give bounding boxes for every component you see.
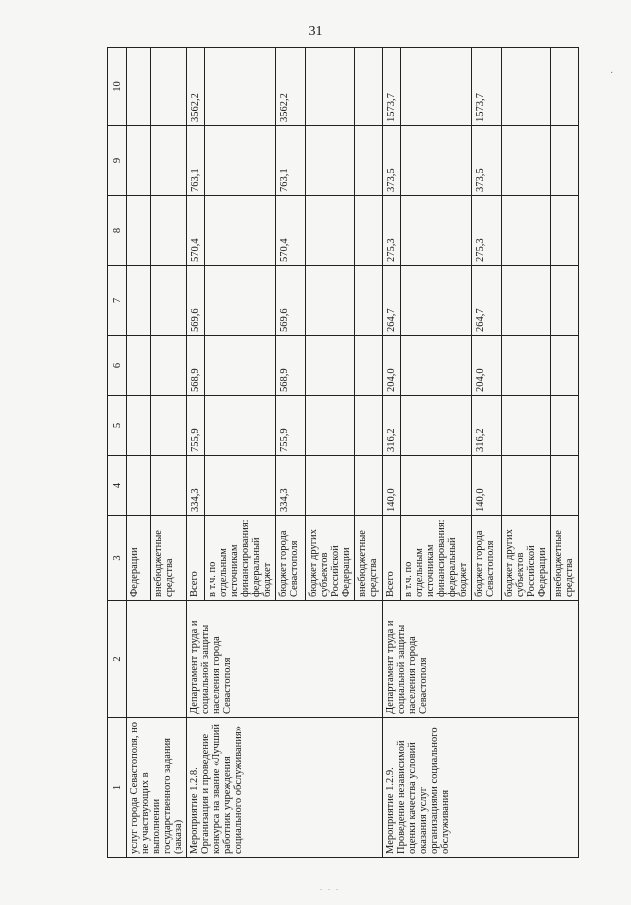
value-cell xyxy=(127,456,151,516)
value-cell: 334,3 xyxy=(276,456,306,516)
value-cell xyxy=(205,266,276,336)
page-number: 31 xyxy=(308,24,323,39)
header-cell: 1 xyxy=(108,718,127,858)
value-cell xyxy=(205,196,276,266)
value-cell xyxy=(401,48,472,126)
header-cell: 4 xyxy=(108,456,127,516)
executor-cell: Департамент труда и социальной защиты населения города Севастополя xyxy=(187,601,383,718)
source-cell: бюджет других субъектов Российской Федерации xyxy=(306,516,355,601)
value-cell: 275,3 xyxy=(472,196,502,266)
measure-name-cell: Мероприятие 1.2.9. Проведение независимой оценки качества условий оказания услуг организациями социального обслуживания xyxy=(383,718,579,858)
source-cell: Всего xyxy=(187,516,205,601)
value-cell xyxy=(306,266,355,336)
value-cell xyxy=(127,266,151,336)
value-cell: 569,6 xyxy=(276,266,306,336)
value-cell xyxy=(551,456,579,516)
value-cell: 568,9 xyxy=(276,336,306,396)
measure-name-cell: услуг города Севастополя, но не участвующих в выполнении государственного задания (заказа) xyxy=(127,718,187,858)
value-cell: 373,5 xyxy=(383,126,401,196)
value-cell xyxy=(355,48,383,126)
value-cell xyxy=(306,456,355,516)
value-cell: 763,1 xyxy=(187,126,205,196)
value-cell xyxy=(205,126,276,196)
header-cell: 3 xyxy=(108,516,127,601)
value-cell xyxy=(205,396,276,456)
source-cell: бюджет города Севастополя xyxy=(276,516,306,601)
value-cell xyxy=(502,48,551,126)
value-cell: 140,0 xyxy=(383,456,401,516)
value-cell: 334,3 xyxy=(187,456,205,516)
value-cell xyxy=(306,48,355,126)
value-cell xyxy=(551,48,579,126)
value-cell xyxy=(127,196,151,266)
value-cell xyxy=(306,396,355,456)
source-cell: бюджет города Севастополя xyxy=(472,516,502,601)
value-cell xyxy=(150,126,186,196)
value-cell xyxy=(401,266,472,336)
value-cell: 763,1 xyxy=(276,126,306,196)
table-row xyxy=(187,48,205,858)
value-cell xyxy=(306,126,355,196)
executor-cell xyxy=(127,601,187,718)
value-cell xyxy=(355,196,383,266)
value-cell xyxy=(127,126,151,196)
value-cell: 3562,2 xyxy=(276,48,306,126)
value-cell: 568,9 xyxy=(187,336,205,396)
value-cell xyxy=(355,336,383,396)
source-cell: Федерации xyxy=(127,516,151,601)
value-cell xyxy=(355,126,383,196)
header-cell: 10 xyxy=(108,48,127,126)
value-cell: 204,0 xyxy=(383,336,401,396)
value-cell: 140,0 xyxy=(472,456,502,516)
value-cell: 569,6 xyxy=(187,266,205,336)
value-cell xyxy=(150,336,186,396)
value-cell xyxy=(502,266,551,336)
value-cell xyxy=(502,126,551,196)
value-cell xyxy=(127,48,151,126)
value-cell: 264,7 xyxy=(472,266,502,336)
value-cell: 316,2 xyxy=(383,396,401,456)
value-cell xyxy=(127,336,151,396)
value-cell: 1573,7 xyxy=(383,48,401,126)
value-cell xyxy=(205,48,276,126)
value-cell xyxy=(150,266,186,336)
value-cell: 570,4 xyxy=(276,196,306,266)
table-row xyxy=(383,48,401,858)
value-cell xyxy=(551,336,579,396)
source-cell: Всего xyxy=(383,516,401,601)
value-cell xyxy=(502,336,551,396)
rotated-table-container xyxy=(107,48,575,858)
source-cell: бюджет других субъектов Российской Федерации xyxy=(502,516,551,601)
value-cell xyxy=(127,396,151,456)
margin-dot: · xyxy=(610,68,614,79)
stray-marks: . . . xyxy=(320,883,340,892)
value-cell xyxy=(401,336,472,396)
value-cell xyxy=(502,456,551,516)
value-cell: 3562,2 xyxy=(187,48,205,126)
value-cell xyxy=(401,126,472,196)
table-row xyxy=(127,48,151,858)
value-cell: 570,4 xyxy=(187,196,205,266)
value-cell xyxy=(355,396,383,456)
value-cell xyxy=(551,196,579,266)
executor-cell: Департамент труда и социальной защиты населения города Севастополя xyxy=(383,601,579,718)
value-cell xyxy=(306,336,355,396)
header-cell: 9 xyxy=(108,126,127,196)
value-cell xyxy=(150,456,186,516)
value-cell xyxy=(306,196,355,266)
value-cell xyxy=(355,266,383,336)
value-cell xyxy=(150,396,186,456)
header-cell: 6 xyxy=(108,336,127,396)
measure-name-cell: Мероприятие 1.2.8. Организация и проведение конкурса на звание «Лучший работник учреждения социального обслуживания» xyxy=(187,718,383,858)
source-cell: внебюджетные средства xyxy=(150,516,186,601)
header-cell: 5 xyxy=(108,396,127,456)
value-cell xyxy=(401,196,472,266)
value-cell xyxy=(205,336,276,396)
header-row xyxy=(108,48,127,858)
value-cell xyxy=(205,456,276,516)
value-cell xyxy=(502,396,551,456)
value-cell xyxy=(150,196,186,266)
value-cell: 204,0 xyxy=(472,336,502,396)
source-cell: в т.ч. по отдельным источникам финансирования: федеральный бюджет xyxy=(401,516,472,601)
value-cell xyxy=(150,48,186,126)
value-cell xyxy=(502,196,551,266)
value-cell: 316,2 xyxy=(472,396,502,456)
header-cell: 7 xyxy=(108,266,127,336)
value-cell xyxy=(355,456,383,516)
value-cell: 1573,7 xyxy=(472,48,502,126)
value-cell xyxy=(551,396,579,456)
value-cell: 755,9 xyxy=(276,396,306,456)
value-cell: 264,7 xyxy=(383,266,401,336)
value-cell xyxy=(401,456,472,516)
value-cell xyxy=(551,266,579,336)
source-cell: внебюджетные средства xyxy=(355,516,383,601)
table-viewport xyxy=(107,48,575,858)
source-cell: внебюджетные средства xyxy=(551,516,579,601)
value-cell: 373,5 xyxy=(472,126,502,196)
value-cell: 755,9 xyxy=(187,396,205,456)
value-cell xyxy=(401,396,472,456)
source-cell: в т.ч. по отдельным источникам финансирования: федеральный бюджет xyxy=(205,516,276,601)
value-cell: 275,3 xyxy=(383,196,401,266)
financing-table xyxy=(107,47,579,858)
value-cell xyxy=(551,126,579,196)
header-cell: 2 xyxy=(108,601,127,718)
header-cell: 8 xyxy=(108,196,127,266)
